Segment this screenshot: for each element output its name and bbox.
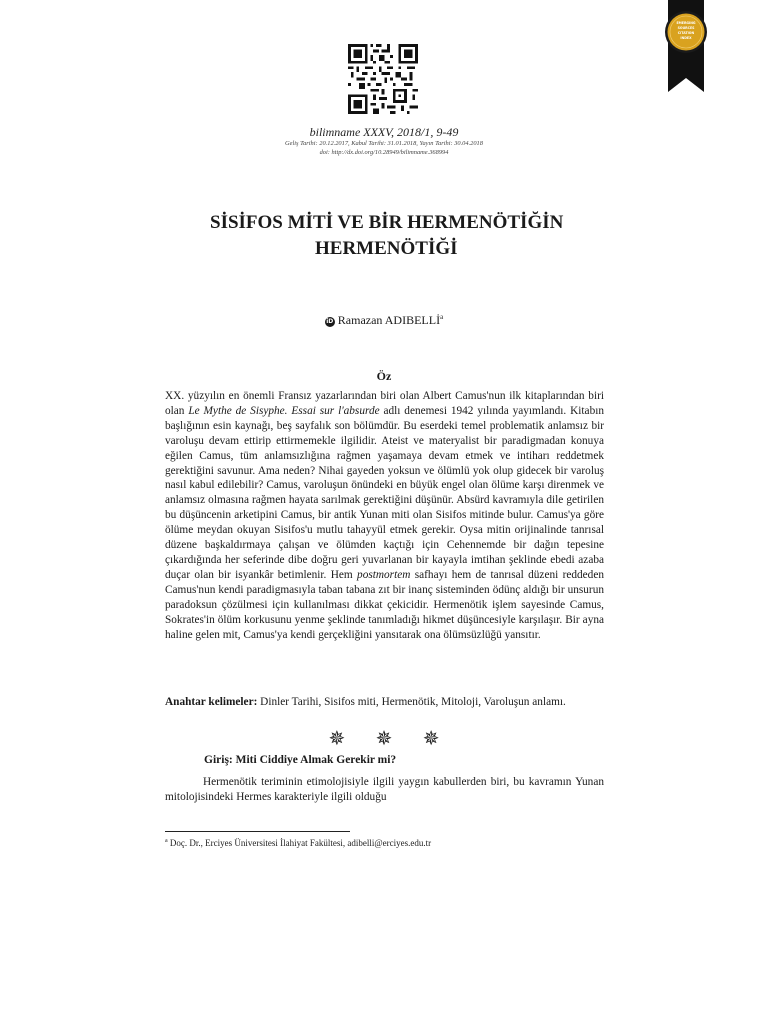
title-line-2: HERMENÖTİĞİ (315, 238, 458, 259)
keywords-label: Anahtar kelimeler: (165, 696, 258, 708)
abstract-heading: Öz (376, 369, 392, 383)
separator-star-icon: ✵ (375, 726, 393, 750)
svg-text:INDEX: INDEX (680, 36, 692, 40)
footnote (165, 838, 431, 848)
article-dates: Geliş Tarihi: 20.12.2017, Kabul Tarihi: 31.01.2018, Yayın Tarihi: 30.04.2018 (285, 140, 483, 147)
svg-text:SOURCES: SOURCES (677, 26, 695, 30)
svg-text:CITATION: CITATION (677, 31, 695, 35)
orcid-icon[interactable]: iD (326, 318, 334, 325)
esci-badge-icon (664, 0, 708, 92)
abstract-text-1: XX. yüzyılın en önemli Fransız yazarlarından biri olan Albert Camus'nun ilk kitaplarından biri olan (165, 390, 604, 417)
svg-text:EMERGING: EMERGING (676, 21, 696, 25)
author-line (0, 313, 768, 328)
section-separator (0, 726, 768, 750)
abstract-book-title: Le Mythe de Sisyphe. Essai sur l'absurde (188, 404, 380, 417)
footnote-marker: a (165, 838, 168, 844)
footnote-divider (165, 831, 350, 832)
abstract-text-2: adlı denemesi 1942 yılında yayımlandı. Kitabın başlığının esin kaynağı, beş sayfalık son bölümdür. Bu eserdeki temel problematik anlamsız bir varoluşu devam ettirip ettirmemekle ilgilidir. Ateist ve materyalist bir paradigmadan konuya eğilen Camus, tüm anlamsızlığına rağmen yaşamaya devam etmek ve intiharı reddetmek gerektiğini savunur. Ama neden? Nihai gayeden yoksun ve ölümlü yok olup gidecek bir varoluş nasıl kabul edilebilir? Camus, varoluşun önündeki en büyük engel olan ölüme karşı direnmek ve anlamsız olmasına rağmen hayata sarılmak gerektiğini düşünür. Absürd kavramıyla dile getirilen bu düşüncenin arketipini Camus, bir antik Yunan miti olan Sisifos mitinde bulur. Camus'ya göre ölüme meydan okuyan Sisifos'u mutlu tahayyül etmek gerekir. Oysa mitin orijinalinde tanrısal düzene başkaldırmaya çalışan ve ölümden kaçtığı için Cehennemde bir dağın tepesine çıkardığında her seferinde dibe doğru geri yuvarlanan bir kayayla imtihan şeklinde ebedi azaba duçar olan bir isyankâr betimlenir. Hem (165, 404, 604, 581)
separator-star-icon: ✵ (328, 726, 346, 750)
author-name: Ramazan ADIBELLİ (337, 313, 441, 327)
section-heading: Giriş: Miti Ciddiye Almak Gerekir mi? (204, 754, 397, 766)
abstract-postmortem: postmortem (357, 568, 411, 581)
footnote-text: Doç. Dr., Erciyes Üniversitesi İlahiyat Fakültesi, adibelli@erciyes.edu.tr (167, 838, 432, 848)
author-affiliation-marker: a (440, 313, 444, 321)
abstract-body (165, 389, 604, 642)
separator-star-icon: ✵ (422, 726, 440, 750)
journal-citation: bilimname XXXV, 2018/1, 9-49 (309, 125, 459, 139)
title-line-1: SİSİFOS MİTİ VE BİR HERMENÖTİĞİN (210, 212, 564, 233)
keywords (165, 695, 604, 710)
article-title (180, 210, 588, 262)
qr-code (348, 44, 418, 114)
abstract-text-3: safhayı hem de tanrısal düzeni reddeden Camus'nun kendi paradigmasıyla taban tabana zıt bir inanç sisteminden ödünç aldığı bir unsurun paradoksun çözülmesi için kullanılması dikkat çekicidir. Hermenötik işlem sayesinde Camus, Sokrates'in ölüm korkusunu yenme şeklinde tanımladığı hikmet düşüncesiyle karşılaşır. Bir ayna haline gelen mit, Camus'ya kendi gerçekliğini yansıtarak ona ölümsüzlüğü yansıtır. (165, 568, 604, 641)
keywords-text: Dinler Tarihi, Sisifos miti, Hermenötik, Mitoloji, Varoluşun anlamı. (257, 696, 566, 708)
section-paragraph: Hermenötik teriminin etimolojisiyle ilgili yaygın kabullerden biri, bu kavramın Yunan mitolojisindeki Hermes karakteriyle ilgili olduğu (165, 776, 604, 803)
article-doi[interactable]: doi: http://dx.doi.org/10.28949/bilimname.368994 (319, 149, 449, 156)
